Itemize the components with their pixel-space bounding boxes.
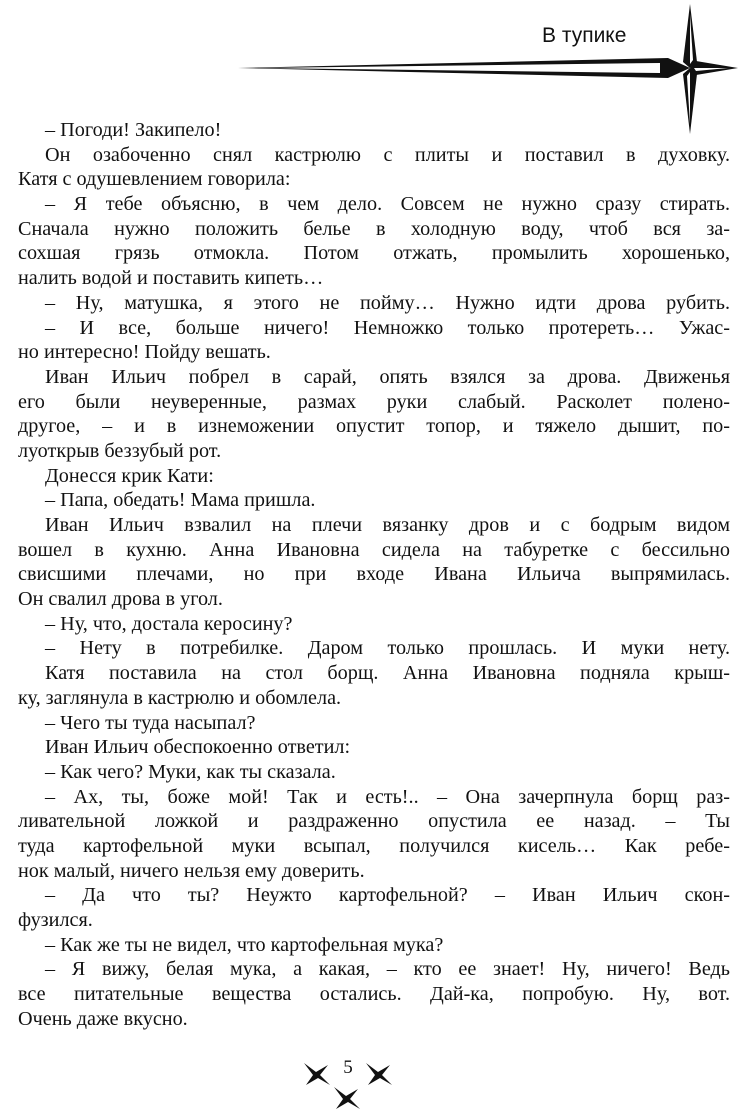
- text-line: – Ну, матушка, я этого не пойму… Нужно идти дрова рубить.: [45, 291, 730, 314]
- text-line: Катя с одушевлением говорила:: [18, 168, 291, 191]
- body-text: [18, 118, 730, 1031]
- text-line: Иван Ильич обеспокоенно ответил:: [45, 736, 351, 759]
- text-line: – Я тебе объясню, в чем дело. Совсем не нужно сразу стирать.: [45, 193, 730, 216]
- text-line: Иван Ильич побрел в сарай, опять взялся за дрова. Движенья: [45, 365, 730, 388]
- text-line: туда картофельной муки всыпал, получился кисель… Как ребе-: [18, 834, 730, 857]
- text-line: – Ах, ты, боже мой! Так и есть!.. – Она зачерпнула борщ раз-: [45, 785, 730, 808]
- text-line: – Нету в потребилке. Даром только прошлась. И муки нету.: [45, 637, 730, 660]
- text-line: ливательной ложкой и раздраженно опустила ее назад. – Ты: [18, 810, 730, 833]
- text-line: Очень даже вкусно.: [18, 1007, 188, 1030]
- folio-stars-ornament: [0, 1055, 756, 1111]
- page-number: 5: [343, 1057, 353, 1078]
- text-line: ку, заглянула в кастрюлю и обомлела.: [18, 686, 342, 709]
- text-line: нок малый, ничего нельзя ему доверить.: [18, 859, 365, 882]
- text-line: вошел в кухню. Анна Ивановна сидела на табуретке с бессильно: [18, 538, 730, 561]
- text-line: – Да что ты? Неужто картофельной? – Иван Ильич скон-: [45, 884, 730, 907]
- text-line: – Как же ты не видел, что картофельная мука?: [45, 933, 444, 956]
- text-line: луоткрыв беззубый рот.: [18, 439, 222, 462]
- text-line: Катя поставила на стол борщ. Анна Ивановна подняла крыш-: [45, 662, 730, 685]
- text-line: – Папа, обедать! Мама пришла.: [45, 489, 316, 512]
- text-line: – И все, больше ничего! Немножко только протереть… Ужас-: [45, 316, 730, 339]
- running-head: В тупике: [542, 24, 627, 47]
- text-line: Он свалил дрова в угол.: [18, 588, 223, 611]
- text-line: Донесся крик Кати:: [45, 464, 214, 487]
- text-line: но интересно! Пойду вешать.: [18, 341, 271, 364]
- text-line: – Ну, что, достала керосину?: [45, 612, 293, 635]
- text-line: другое, – и в изнеможении опустит топор, и тяжело дышит, по-: [18, 415, 730, 438]
- text-line: свисшими плечами, но при входе Ивана Ильича выпрямилась.: [18, 563, 730, 586]
- text-line: – Чего ты туда насыпал?: [45, 711, 256, 734]
- text-line: все питательные вещества остались. Дай-ка, попробую. Ну, вот.: [18, 983, 730, 1006]
- text-line: – Как чего? Муки, как ты сказала.: [45, 760, 336, 783]
- text-line: – Я вижу, белая мука, а какая, – кто ее знает! Ну, ничего! Ведь: [45, 958, 730, 981]
- text-line: сохшая грязь отмокла. Потом отжать, промылить хорошенько,: [18, 242, 730, 265]
- text-line: его были неуверенные, размах руки слабый. Расколет полено-: [18, 390, 730, 413]
- text-line: Он озабоченно снял кастрюлю с плиты и поставил в духовку.: [45, 143, 730, 166]
- text-line: фузился.: [18, 909, 93, 931]
- text-line: Сначала нужно положить белье в холодную воду, чтоб вся за-: [18, 217, 730, 240]
- text-line: Иван Ильич взвалил на плечи вязанку дров и с бодрым видом: [45, 514, 730, 536]
- text-line: налить водой и поставить кипеть…: [18, 267, 324, 290]
- text-line: – Погоди! Закипело!: [45, 119, 222, 141]
